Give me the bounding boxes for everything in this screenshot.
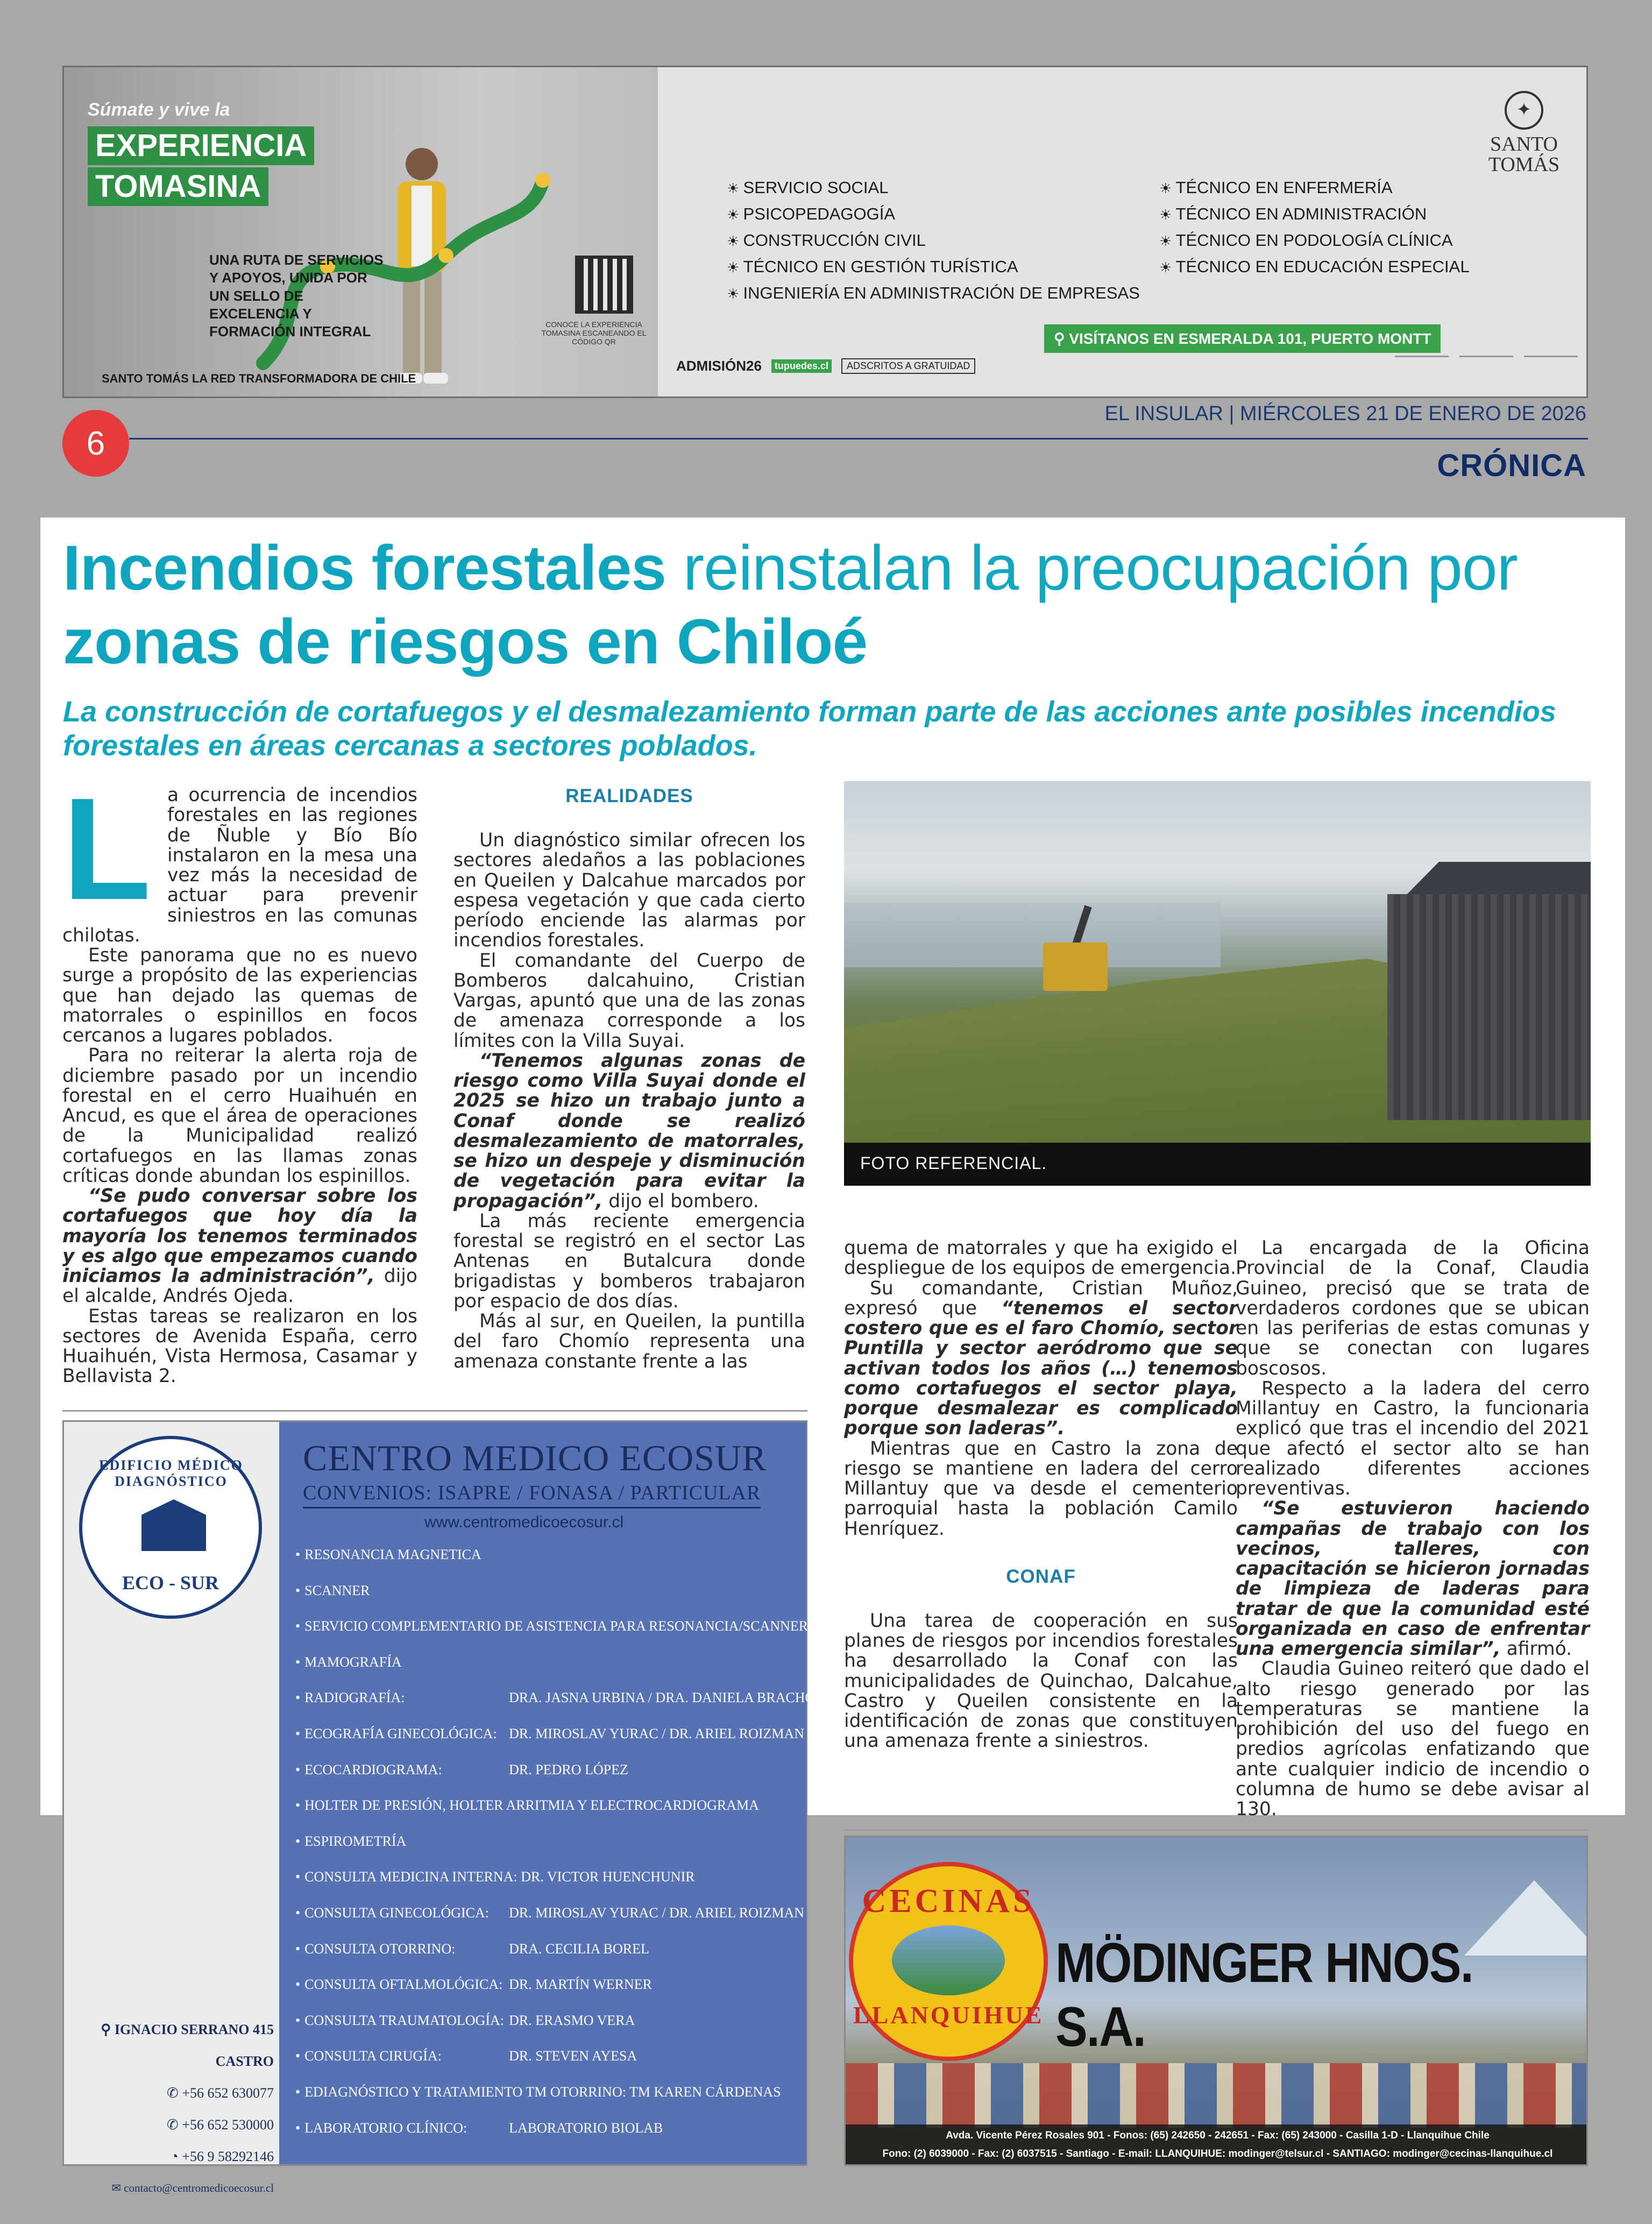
gratuidad-box: ADSCRITOS A GRATUIDAD: [841, 358, 975, 374]
footer-line-2: Fono: (2) 6039000 - Fax: (2) 6037515 - Santiago - E-mail: LLANQUIHUE: modinger@telsur.cl - SANTIAGO: modinger@cecinas-llanquihue.cl: [882, 2148, 1553, 2159]
admision-site[interactable]: tupuedes.cl: [771, 359, 832, 373]
service-name: • ECOGRAFÍA GINECOLÓGICA:: [304, 1725, 497, 1741]
paragraph: Más al sur, en Queilen, la puntilla del faro Chomío representa una amenaza constante frente a las: [453, 1311, 805, 1372]
badge-top-text: CECINAS: [862, 1883, 1035, 1920]
quote: “tenemos el sector costero que es el faro Chomío, sector Puntilla y sector aeródromo que se activan todos los años (…) tenemos como cortafuegos el sector playa, porque desmalezar es complicado porque son laderas”.: [844, 1297, 1238, 1440]
cecinas-llanquihue-ad[interactable]: [844, 1836, 1588, 2166]
service-item: [295, 1797, 801, 1833]
divider: [62, 1410, 807, 1412]
footer-line-1: Avda. Vicente Pérez Rosales 901 - Fonos: (65) 242650 - 242651 - Fax: (65) 243000 - Casilla 1-D - Llanquihue Chile: [946, 2130, 1490, 2141]
address-text: IGNACIO SERRANO 415 CASTRO: [114, 2022, 274, 2069]
service-item: [295, 1547, 801, 1583]
phone-icon: ✆: [167, 2117, 182, 2133]
paragraph-lead: Su comandante, Cristian Muñoz, expresó que: [844, 1277, 1238, 1319]
service-name: • CONSULTA TRAUMATOLOGÍA:: [304, 2012, 504, 2028]
location-pin-icon: ⚲: [1054, 330, 1069, 347]
service-name: • CONSULTA MEDICINA INTERNA: DR. VICTOR HUENCHUNIR: [304, 1869, 695, 1885]
badge-landscape-icon: [892, 1925, 1005, 1995]
headline-regular-1: reinstalan la preocupación por: [666, 533, 1518, 604]
service-name: • CONSULTA OFTALMOLÓGICA:: [304, 1977, 503, 1993]
photo-caption: FOTO REFERENCIAL.: [844, 1143, 1591, 1186]
subheading-realidades: REALIDADES: [565, 785, 693, 806]
article-photo[interactable]: [844, 781, 1591, 1186]
visit-text: VISÍTANOS EN ESMERALDA 101, PUERTO MONTT: [1069, 330, 1431, 347]
admision-label: ADMISIÓN26: [676, 358, 762, 374]
paragraph: Para no reiterar la alerta roja de diciembre pasado por un incendio forestal en el cerro Huaihuén en Ancud, es que el área de operaciones de la Municipalidad realizó cortafuegos en las llamas zonas críticas donde abundan los espinillos.: [62, 1045, 417, 1187]
service-name: • RESONANCIA MAGNETICA: [304, 1547, 481, 1562]
section-title: CRÓNICA: [1437, 448, 1586, 483]
quote-attribution: dijo el alcalde, Andrés Ojeda.: [62, 1265, 417, 1307]
services-list: [295, 1547, 816, 2156]
accreditation-logo: [1459, 356, 1513, 374]
headline-bold-2: zonas de riesgos en Chiloé: [63, 606, 868, 677]
service-item: [295, 1583, 801, 1619]
ad-title-line1: EXPERIENCIA: [88, 126, 314, 165]
santo-tomas-logo: [1481, 91, 1567, 175]
page-number: 6: [62, 410, 129, 477]
headline-bold-1: Incendios forestales: [63, 533, 667, 604]
contact-block: [75, 2014, 274, 2204]
service-doctor: DR. MIROSLAV YURAC / DR. ARIEL ROIZMAN: [509, 1904, 805, 1921]
column-4: [1236, 1238, 1590, 1819]
company-contact-footer: [846, 2124, 1588, 2164]
service-item: [295, 1904, 805, 1941]
santo-tomas-ad[interactable]: [62, 66, 1588, 398]
program-item: ☀ TÉCNICO EN EDUCACIÓN ESPECIAL: [1159, 254, 1470, 280]
program-item: ☀ TÉCNICO EN GESTIÓN TURÍSTICA: [727, 254, 1140, 280]
paragraph: [844, 1279, 1238, 1439]
ad-network-line: [102, 372, 416, 386]
whatsapp[interactable]: [75, 2141, 274, 2172]
dateline: EL INSULAR | MIÉRCOLES 21 DE ENERO DE 2026: [1104, 402, 1586, 425]
phone-2-text: +56 652 530000: [182, 2117, 274, 2133]
seal-icon: ✦: [1505, 91, 1543, 130]
program-item: ☀ INGENIERÍA EN ADMINISTRACIÓN DE EMPRESAS: [727, 280, 1140, 307]
ad-route-text: UNA RUTA DE SERVICIOS Y APOYOS, UNIDA POR UN SELLO DE EXCELENCIA Y FORMACIÓN INTEGRAL: [209, 252, 384, 340]
service-name: • HOLTER DE PRESIÓN, HOLTER ARRITMIA Y ELECTROCARDIOGRAMA: [304, 1797, 759, 1814]
paragraph: Una tarea de cooperación en sus planes de riesgos por incendios forestales ha desarrollado la Conaf con las municipalidades de Quinchao, Dalcahue, Castro y Queilen consistente en la identificación de zonas que constituyen una amenaza frente a siniestros.: [844, 1610, 1238, 1752]
service-name: • ECOCARDIOGRAMA:: [304, 1761, 442, 1777]
phone-1[interactable]: [75, 2077, 274, 2109]
ad-programs-panel: [658, 67, 1586, 396]
paragraph: [62, 1186, 417, 1307]
service-doctor: DRA. CECILIA BOREL: [509, 1940, 649, 1957]
network-brand: SANTO TOMÁS: [102, 372, 189, 385]
header-rule: [129, 438, 1588, 440]
column-1: [62, 768, 417, 1387]
service-name: • SERVICIO COMPLEMENTARIO DE ASISTENCIA PARA RESONANCIA/SCANNER: [304, 1618, 809, 1634]
quote: “Tenemos algunas zonas de riesgo como Villa Suyai donde el 2025 se hizo un trabajo junto a Conaf donde se realizó desmalezamiento de matorrales, se hizo un despeje y disminución de vegetación para evitar la propagación”,: [453, 1050, 805, 1212]
ad-visual-panel: [64, 67, 658, 396]
phone-icon: ✆: [167, 2085, 182, 2101]
quote-attribution: dijo el bombero.: [602, 1190, 759, 1212]
program-item: ☀ PSICOPEDAGOGÍA: [727, 201, 1140, 228]
service-doctor: LABORATORIO BIOLAB: [509, 2120, 663, 2136]
service-item: [295, 2013, 801, 2049]
houses-illustration: [846, 2063, 1588, 2128]
accreditation-logo: [1395, 356, 1449, 374]
service-doctor: DR. MIROSLAV YURAC / DR. ARIEL ROIZMAN: [509, 1725, 805, 1741]
service-item: [295, 1725, 805, 1762]
ad-kicker: Súmate y vive la: [88, 100, 230, 120]
service-name: • ESPIROMETRÍA: [304, 1833, 407, 1849]
admision-line: [676, 358, 975, 374]
headline: [63, 532, 1612, 679]
paragraph: Este panorama que no es nuevo surge a propósito de las experiencias que han dejado las quemas de matorrales o espinillos en focos cercanos a lugares poblados.: [62, 945, 417, 1046]
company-name: MÖDINGER HNOS. S.A.: [1055, 1932, 1473, 2058]
paragraph: [453, 1051, 805, 1212]
quote: “Se pudo conversar sobre los cortafuegos que hoy día la mayoría los tenemos terminados y es algo que empezamos cuando iniciamos la administración”,: [62, 1185, 417, 1287]
service-item: [295, 1618, 809, 1654]
paragraph: La más reciente emergencia forestal se registró en el sector Las Antenas en Butalcura donde brigadistas y bomberos trabajaron por espacio de dos días.: [453, 1210, 805, 1312]
program-item: ☀ TÉCNICO EN PODOLOGÍA CLÍNICA: [1159, 228, 1470, 254]
service-item: [295, 2084, 801, 2120]
paragraph: Respecto a la ladera del cerro Millantuy en Castro, la funcionaria explicó que tras el incendio del 2021 que afectó el sector alto se han realizado diferentes acciones preventivas.: [1236, 1377, 1590, 1499]
paragraph: Un diagnóstico similar ofrecen los sectores aledaños a las poblaciones en Queilen y Dalcahue marcados por espesa vegetación y que cada cierto período enciende las alarmas por incendios forestales.: [453, 830, 805, 952]
service-item: [295, 2048, 801, 2084]
service-doctor: DR. STEVEN AYESA: [509, 2048, 637, 2064]
globe-icon: [141, 1499, 206, 1551]
photo-water: [844, 903, 1221, 967]
clinic-title: CENTRO MEDICO ECOSUR: [303, 1437, 767, 1478]
service-doctor: DR. ERASMO VERA: [509, 2012, 635, 2028]
cecinas-badge-logo: [849, 1862, 1048, 2061]
qr-code[interactable]: [575, 256, 633, 314]
service-name: • LABORATORIO CLÍNICO:: [304, 2120, 467, 2136]
service-item: [295, 1869, 801, 1905]
deck: La construcción de cortafuegos y el desmalezamiento forman parte de las acciones ante posibles incendios forestales en áreas cercanas a sectores poblados.: [63, 696, 1556, 762]
program-item: ☀ CONSTRUCCIÓN CIVIL: [727, 228, 1140, 254]
drop-cap: L: [62, 768, 151, 930]
service-name: • RADIOGRAFÍA:: [304, 1690, 405, 1706]
network-rest: LA RED TRANSFORMADORA DE CHILE: [188, 372, 416, 385]
paragraph: La encargada de la Oficina Provincial de la Conaf, Claudia Guineo, precisó que se trata de verdaderos cordones que se ubican en las periferias de estas comunas y que se conectan con lugares boscosos.: [1236, 1237, 1590, 1379]
clinic-website[interactable]: www.centromedicoecosur.cl: [424, 1513, 624, 1531]
program-item: ☀ TÉCNICO EN ADMINISTRACIÓN: [1159, 201, 1470, 228]
brand-line2: TOMÁS: [1488, 153, 1560, 176]
subheading-conaf: CONAF: [1006, 1566, 1076, 1587]
phone-2[interactable]: [75, 2109, 274, 2141]
mail-icon: ✉: [111, 2181, 124, 2194]
quote-attribution: afirmó.: [1500, 1638, 1572, 1660]
service-name: • CONSULTA OTORRINO:: [304, 1940, 456, 1957]
whatsapp-text: +56 9 58292146: [182, 2149, 274, 2164]
seal-name: ECO - SUR: [122, 1572, 219, 1593]
column-2: [453, 785, 805, 1372]
service-doctor: DR. MARTÍN WERNER: [509, 1977, 653, 1993]
photo-excavator: [1043, 943, 1108, 991]
divider: [844, 1829, 1588, 1831]
address: [75, 2014, 274, 2077]
programs-list-right: [1159, 175, 1470, 280]
paragraph: Mientras que en Castro la zona de riesgo se mantiene en ladera del cerro Millantuy que va desde el cementerio parroquial hasta la población Camilo Henríquez.: [844, 1437, 1238, 1540]
service-item: [295, 1762, 801, 1798]
centro-medico-ecosur-ad[interactable]: [62, 1420, 816, 2194]
paragraph: Claudia Guineo reiteró que dado el alto riesgo generado por las temperaturas se mantiene la prohibición del uso del fuego en predios agrícolas enfatizando que ante cualquier indicio de incendio o columna de humo se debe avisar al 130.: [1236, 1658, 1590, 1820]
service-item: [295, 1833, 801, 1869]
accreditation-logo: [1524, 356, 1578, 374]
email-text: contacto@centromedicoecosur.cl: [124, 2181, 274, 2194]
service-name: • CONSULTA CIRUGÍA:: [304, 2048, 442, 2064]
service-name: • EDIAGNÓSTICO Y TRATAMIENTO TM OTORRINO: TM KAREN CÁRDENAS: [304, 2084, 781, 2100]
paragraph: Estas tareas se realizaron en los sectores de Avenida España, cerro Huaihuén, Vista Hermosa, Casamar y Bellavista 2.: [62, 1305, 417, 1387]
service-item: [295, 2120, 801, 2156]
whatsapp-icon: ◔: [170, 2149, 182, 2164]
qr-note: CONOCE LA EXPERIENCIA TOMASINA ESCANEANDO EL CÓDIGO QR: [541, 320, 647, 346]
service-name: • CONSULTA GINECOLÓGICA:: [304, 1904, 490, 1921]
column-3: [844, 1238, 1238, 1752]
paragraph: a ocurrencia de incendios forestales en las regiones de Ñuble y Bío Bío instalaron en la mesa una vez más la necesidad de actuar para prevenir siniestros en las comunas chilotas.: [62, 784, 417, 946]
map-pin-icon: ⚲: [101, 2022, 115, 2037]
service-doctor: DR. PEDRO LÓPEZ: [509, 1761, 628, 1777]
brand-line1: SANTO: [1490, 133, 1558, 155]
service-item: [295, 1977, 801, 2013]
service-name: • SCANNER: [304, 1582, 370, 1598]
program-item: ☀ TÉCNICO EN ENFERMERÍA: [1159, 175, 1470, 201]
badge-bottom-text: LLANQUIHUE: [853, 2001, 1044, 2029]
email[interactable]: [75, 2172, 274, 2204]
service-name: • MAMOGRAFÍA: [304, 1654, 402, 1670]
eco-sur-seal-logo: [79, 1436, 262, 1619]
ad-title-line2: TOMASINA: [88, 167, 268, 206]
seal-arc-text: EDIFICIO MÉDICO DIAGNÓSTICO: [99, 1457, 243, 1489]
service-item: [295, 1941, 801, 1977]
clinic-subtitle: CONVENIOS: ISAPRE / FONASA / PARTICULAR: [303, 1481, 761, 1508]
ad-services-panel: [279, 1422, 816, 2164]
paragraph: quema de matorrales y que ha exigido el despliegue de los equipos de emergencia.: [844, 1237, 1238, 1279]
program-item: ☀ SERVICIO SOCIAL: [727, 175, 1140, 201]
paragraph: [1236, 1499, 1590, 1659]
service-item: [295, 1690, 816, 1726]
paragraph: El comandante del Cuerpo de Bomberos dalcahuino, Cristian Vargas, apuntó que una de las zonas de amenaza corresponde a los límites con la Villa Suyai.: [453, 950, 805, 1052]
visit-banner[interactable]: [1044, 324, 1441, 353]
ad-contact-strip: [64, 1422, 279, 2194]
phone-1-text: +56 652 630077: [182, 2085, 274, 2101]
photo-house: [1387, 894, 1591, 1120]
programs-list-left: [727, 175, 1140, 307]
service-doctor: DRA. JASNA URBINA / DRA. DANIELA BRACHO: [509, 1690, 816, 1706]
quote: “Se estuvieron haciendo campañas de trabajo con los vecinos, talleres, con capacitación se hicieron jornadas de limpieza de laderas para tratar de que la comunidad esté organizada en caso de enfrentar una emergencia similar”,: [1236, 1498, 1590, 1660]
service-item: [295, 1654, 801, 1690]
accreditation-logos: [1395, 356, 1578, 374]
